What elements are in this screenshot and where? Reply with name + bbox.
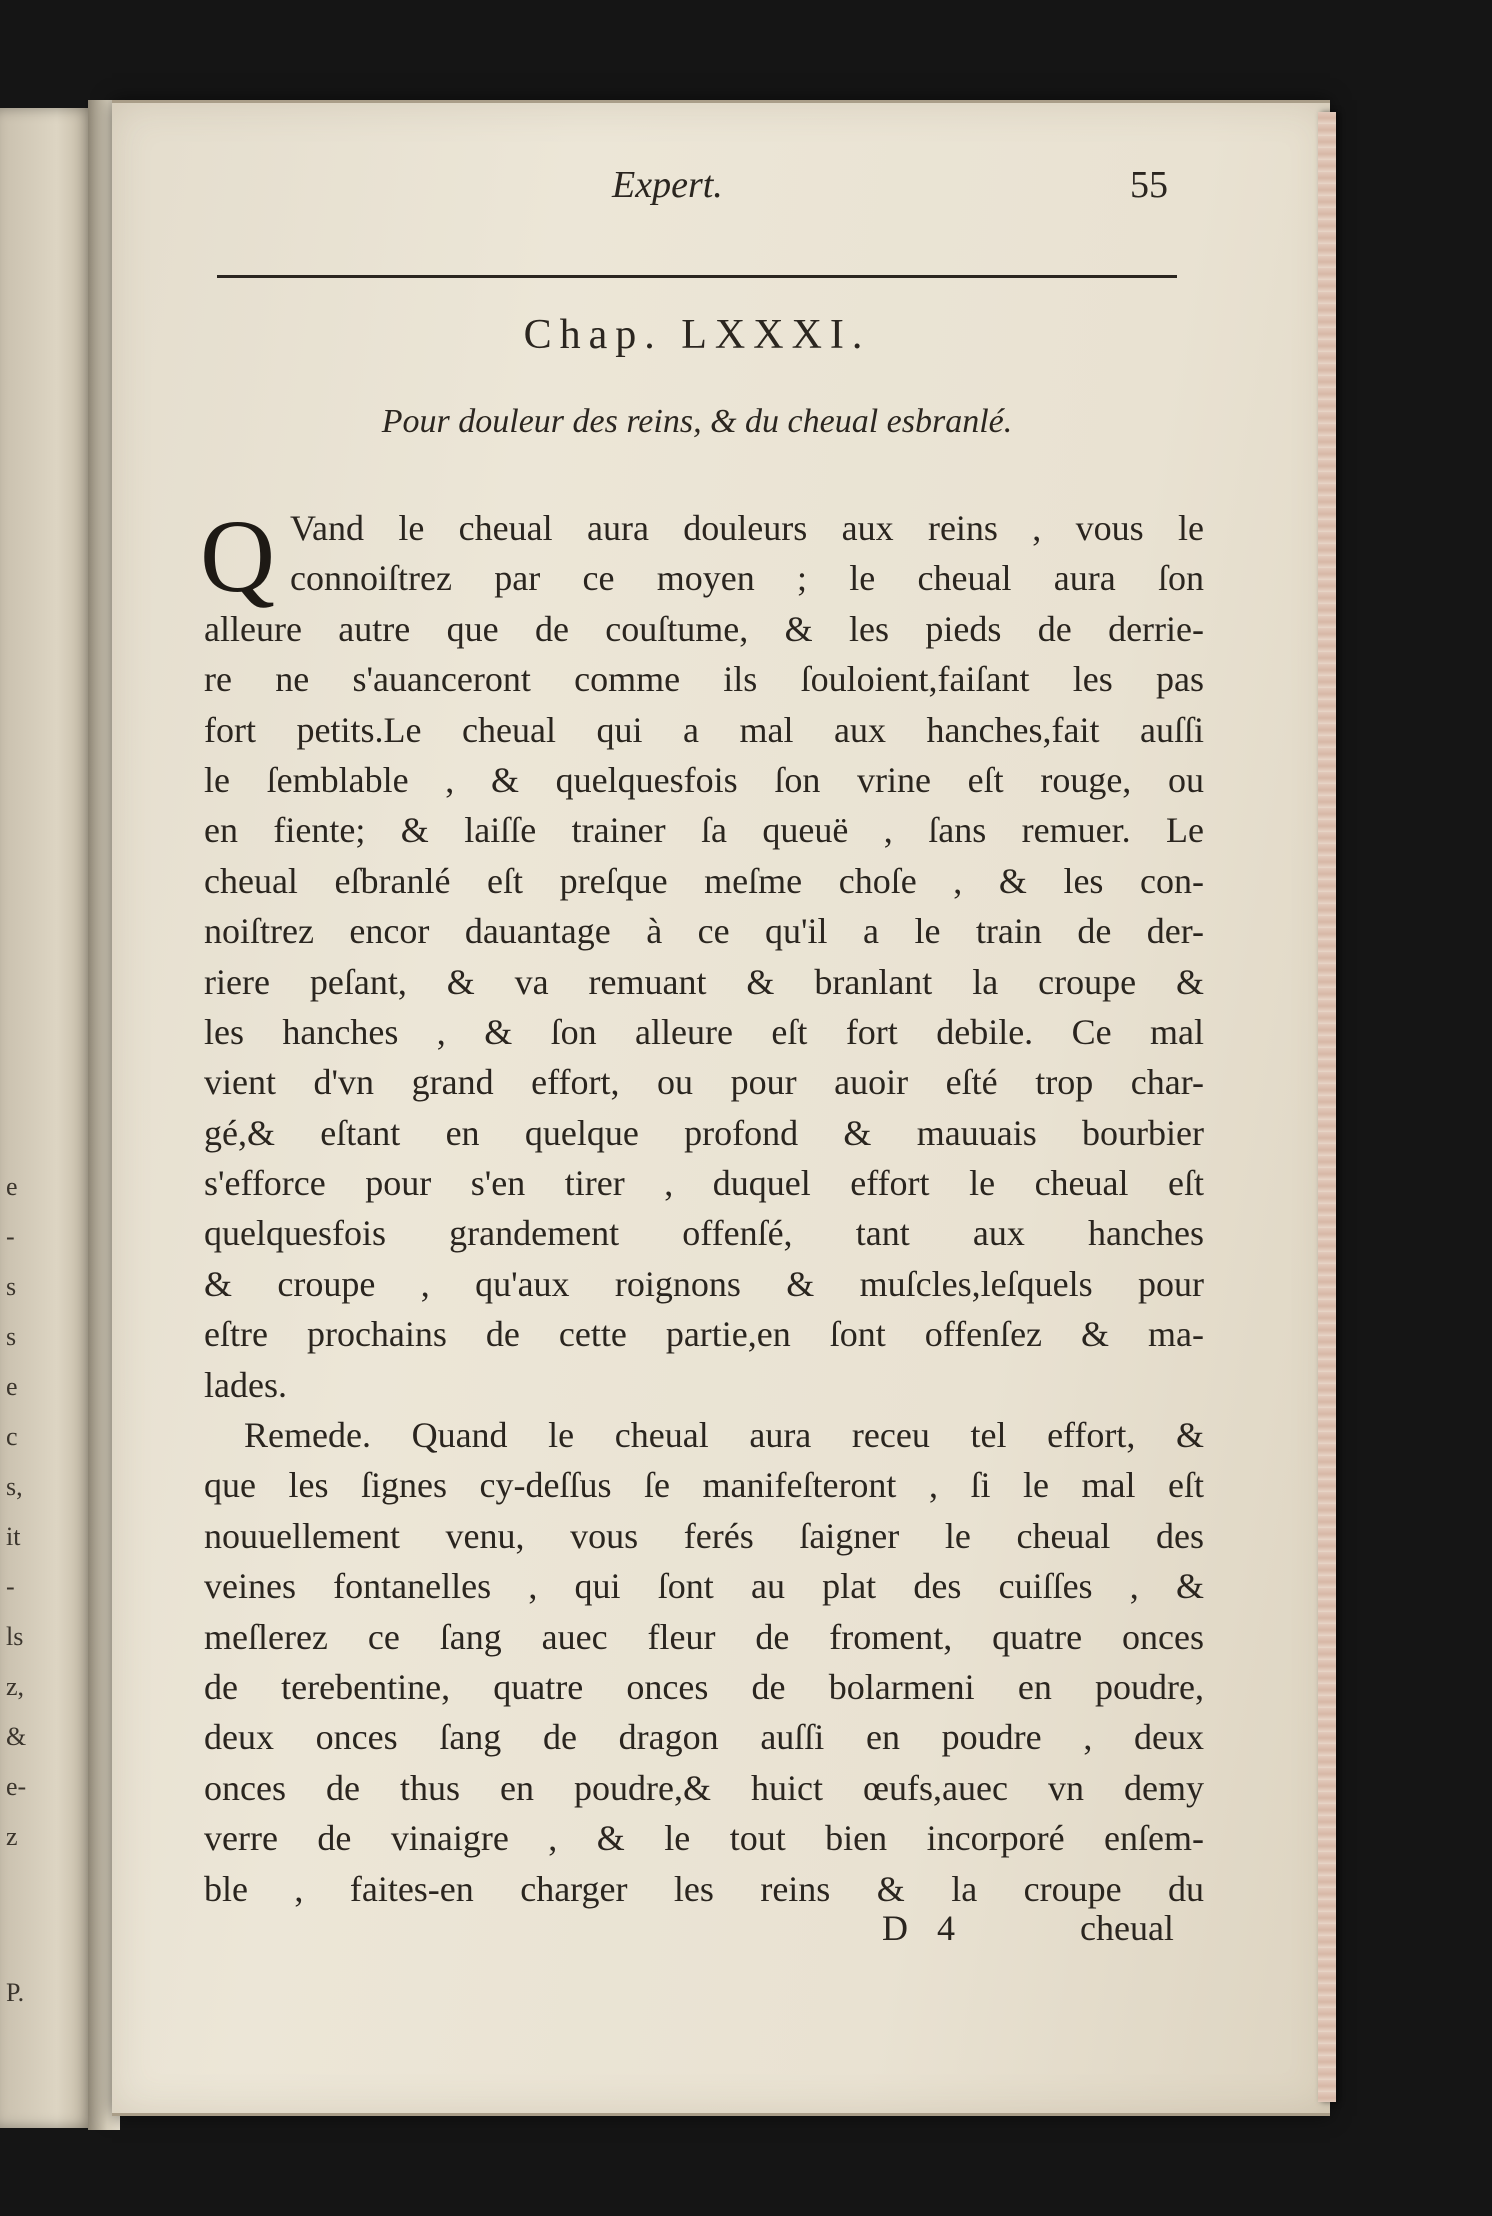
catchword: cheual <box>1080 1908 1174 1948</box>
text-line: re ne s'auanceront comme ils ſouloient,faiſant les pas <box>204 659 1204 700</box>
left-page-fragment: - <box>6 1222 15 1251</box>
left-page-fragment: e <box>6 1372 18 1401</box>
left-page-fragment: s <box>6 1322 17 1351</box>
left-page-fragment: it <box>6 1522 21 1551</box>
page-number: 55 <box>1130 164 1168 206</box>
text-line: alleure autre que de couſtume, & les pieds de derrie- <box>204 608 1204 649</box>
drop-cap: Q <box>200 499 276 614</box>
left-page-fragment: s, <box>6 1472 23 1501</box>
text-line: cheual eſbranlé eſt preſque meſme choſe , & les con- <box>204 860 1204 901</box>
text-line: Remede. Quand le cheual aura receu tel effort, & <box>244 1415 1204 1456</box>
text-line: onces de thus en poudre,& huict œufs,auec vn demy <box>204 1767 1204 1808</box>
text-line: vient d'vn grand effort, ou pour auoir eſté trop char- <box>204 1062 1204 1103</box>
page-header <box>112 163 1330 223</box>
left-page-edge <box>0 108 95 2128</box>
left-page-fragment: s <box>6 1272 17 1301</box>
text-line: de terebentine, quatre onces de bolarmeni en poudre, <box>204 1666 1204 1707</box>
text-line: nouuellement venu, vous ferés ſaigner le cheual des <box>204 1515 1204 1556</box>
text-line: lades. <box>204 1364 287 1405</box>
text-line: en fiente; & laiſſe trainer ſa queuë , ſans remuer. Le <box>204 810 1204 851</box>
left-page-fragment: z <box>6 1822 18 1851</box>
text-line: connoiſtrez par ce moyen ; le cheual aura ſon <box>290 558 1204 599</box>
page-footer <box>112 1907 1330 1957</box>
chapter-subtitle: Pour douleur des reins, & du cheual esbranlé. <box>381 403 1013 440</box>
text-line: riere peſant, & va remuant & branlant la croupe & <box>204 961 1204 1002</box>
text-line: quelquesfois grandement offenſé, tant aux hanches <box>204 1213 1204 1254</box>
page-fore-edge <box>1318 112 1336 2102</box>
body-text <box>200 499 1204 1914</box>
text-line: eſtre prochains de cette partie,en ſont offenſez & ma- <box>204 1314 1204 1355</box>
text-line: noiſtrez encor dauantage à ce qu'il a le train de der- <box>204 911 1204 952</box>
text-line: veines fontanelles , qui ſont au plat des cuiſſes , & <box>204 1566 1204 1607</box>
left-page-fragment: P. <box>6 1978 25 2007</box>
left-page-fragment: ls <box>6 1622 24 1651</box>
text-line: gé,& eſtant en quelque profond & mauuais bourbier <box>204 1112 1204 1153</box>
text-line: fort petits.Le cheual qui a mal aux hanches,fait auſſi <box>204 709 1204 750</box>
text-line: Vand le cheual aura douleurs aux reins , vous le <box>290 508 1204 548</box>
text-line: & croupe , qu'aux roignons & muſcles,leſquels pour <box>204 1263 1204 1304</box>
text-line: que les ſignes cy-deſſus ſe manifeſteront , ſi le mal eſt <box>204 1465 1204 1506</box>
header-rule <box>217 275 1177 278</box>
left-page-fragment: - <box>6 1572 15 1601</box>
text-line: verre de vinaigre , & le tout bien incorporé enſem- <box>204 1818 1204 1859</box>
signature-mark: D 4 <box>882 1908 965 1948</box>
running-head: Expert. <box>612 164 723 206</box>
left-page-fragment: c <box>6 1422 18 1451</box>
chapter-title: Chap. LXXXI. <box>523 312 871 358</box>
text-line: meſlerez ce ſang auec fleur de froment, quatre onces <box>204 1616 1204 1657</box>
book-page <box>112 100 1330 2116</box>
text-line: s'efforce pour s'en tirer , duquel effort le cheual eſt <box>204 1163 1204 1204</box>
text-line: le ſemblable , & quelquesfois ſon vrine eſt rouge, ou <box>204 759 1204 800</box>
text-line: deux onces ſang de dragon auſſi en poudre , deux <box>204 1717 1204 1758</box>
text-line: ble , faites-en charger les reins & la croupe du <box>204 1868 1204 1909</box>
left-page-fragment: z, <box>6 1672 25 1701</box>
left-page-fragment: e- <box>6 1772 27 1801</box>
left-page-fragment: & <box>6 1722 27 1751</box>
text-line: les hanches , & ſon alleure eſt fort debile. Ce mal <box>204 1011 1204 1052</box>
left-page-fragment: e <box>6 1172 18 1201</box>
